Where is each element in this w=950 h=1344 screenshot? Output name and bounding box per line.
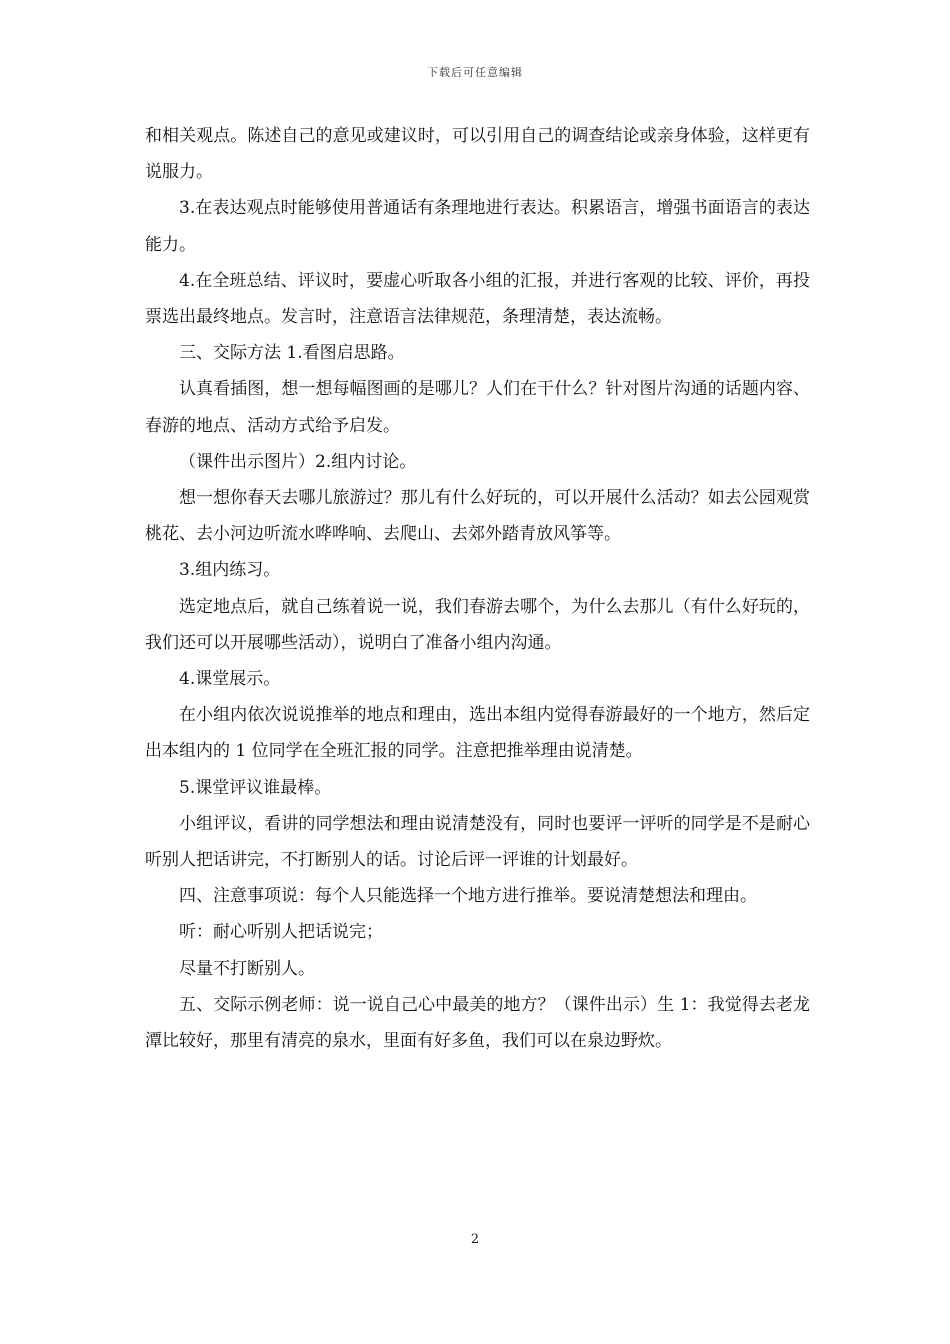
paragraph-evaluation: 小组评议，看讲的同学想法和理由说清楚没有，同时也要评一评听的同学是不是耐心听别人把话讲完，不打断别人的话。讨论后评一评谁的计划最好。: [145, 813, 810, 871]
page-header: 下载后可任意编辑: [427, 66, 523, 79]
section-heading-methods: 三、交际方法 1.看图启思路。: [179, 343, 405, 364]
paragraph-goal-4: 4.在全班总结、评议时，要虚心听取各小组的汇报，并进行客观的比较、评价，再投票选出最终地点。发言时，注意语言法律规范，条理清楚，表达流畅。: [145, 270, 810, 328]
section-heading-notes: 四、注意事项说：每个人只能选择一个地方进行推举。要说清楚想法和理由。: [179, 886, 757, 907]
paragraph-practice: 选定地点后，就自己练着说一说，我们春游去哪个，为什么去那儿（有什么好玩的，我们还可以开展哪些活动），说明白了准备小组内沟通。: [145, 596, 810, 653]
paragraph-goal-3: 3.在表达观点时能够使用普通话有条理地进行表达。积累语言，增强书面语言的表达能力。: [145, 198, 810, 255]
document-body: [145, 118, 810, 1059]
step-group-discussion: （课件出示图片）2.组内讨论。: [179, 451, 417, 472]
step-group-practice: 3.组内练习。: [179, 560, 281, 581]
step-class-evaluation: 5.课堂评议谁最棒。: [179, 777, 332, 798]
section-heading-example: 五、交际示例老师：说一说自己心中最美的地方？（课件出示）生 1：我觉得去老龙潭比较好，那里有清亮的泉水，里面有好多鱼，我们可以在泉边野炊。: [145, 994, 810, 1052]
paragraph-no-interrupt: 尽量不打断别人。: [179, 958, 315, 979]
paragraph-look-at-pictures: 认真看插图，想一想每幅图画的是哪儿？人们在干什么？针对图片沟通的话题内容、春游的地点、活动方式给予启发。: [145, 379, 810, 436]
paragraph-continuation: 和相关观点。陈述自己的意见或建议时，可以引用自己的调查结论或亲身体验，这样更有说服力。: [145, 126, 810, 183]
step-class-presentation: 4.课堂展示。: [179, 669, 281, 690]
paragraph-listen: 听：耐心听别人把话说完；: [179, 922, 383, 943]
page-number: 2: [470, 1232, 480, 1247]
paragraph-presentation: 在小组内依次说说推举的地点和理由，选出本组内觉得春游最好的一个地方，然后定出本组内的 1 位同学在全班汇报的同学。注意把推举理由说清楚。: [145, 705, 810, 762]
paragraph-discussion: 想一想你春天去哪儿旅游过？那儿有什么好玩的，可以开展什么活动？如去公园观赏桃花、去小河边听流水哗哗响、去爬山、去郊外踏青放风筝等。: [145, 488, 810, 545]
